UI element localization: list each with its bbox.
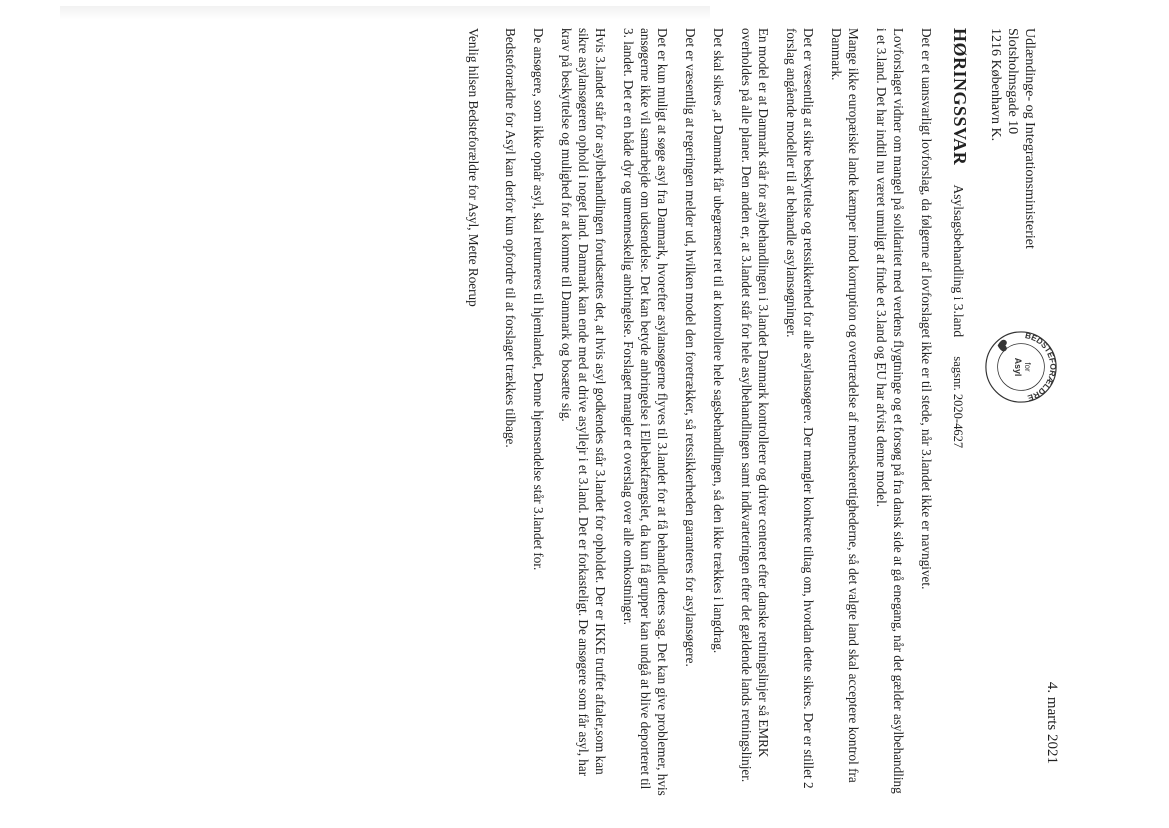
seal-arc-text: BEDSTEFORÆLDRE (1024, 331, 1058, 403)
subject-text: Asylsagsbehandling i 3.land (951, 184, 966, 338)
paragraph: Hvis 3.landet står for asylbehandlingen forudsættes det, at hvis asyl godkendes står 3.landet for opholdet. Der er IKKE truffet aftaler,som kan sikre asylansøgeren ophold i noget land. Danmark kan ende med at drive asyllejr i et 3.land. Det er forkasteligt. De ansøgere som får asyl, har krav på beskyttelse og mulighed for at komme til Danmark og bosætte sig. (559, 28, 608, 777)
seal-center-line1: for (1022, 362, 1032, 372)
heart-icon (998, 340, 1007, 352)
case-reference: sagsnr. 2020-4627 (951, 356, 965, 449)
closing-signature: Venlig hilsen Bedsteforældre for Asyl, Mette Roerup (466, 28, 481, 307)
recipient-address (987, 28, 1038, 249)
organization-seal (982, 328, 1060, 406)
seal-center-line2: Asyl (1013, 357, 1024, 377)
subject-line (949, 28, 968, 448)
rotated-letter-page (60, 0, 1060, 828)
paragraph: Lovforslaget vidner om mangel på solidaritet med verdens flygtninge og et forsøg på fra dansk side at gå enegang, når det gælder asylbehandling i et 3.land. Det har indtil nu været umuligt at finde et 3.land og EU har afvist denne model. (874, 28, 906, 794)
letter-date: 4. marts 2021 (1044, 681, 1060, 764)
recipient-street: Slotsholmsgade 10 (1005, 28, 1020, 135)
recipient-city: 1216 København K. (988, 28, 1003, 142)
paragraph: Det er et uansvarligt lovforslag, da følgerne af lovforslaget ikke er til stede, når 3.landet ikke er navngivet. (919, 28, 934, 590)
paragraph: Mange ikke europæiske lande kæmper imod korruption og overtrædelse af menneskerettighederne, så det valgte land skal acceptere kontrol fra Danmark. (829, 28, 861, 783)
paragraph: Det er væsentlig at sikre beskyttelse og retssikkerhed for alle asylansøgere. Der mangler konkrete tiltag om, hvordan dette sikres. Der er stillet 2 forslag angående modeller til at behandle asylansøgninger. (784, 28, 816, 789)
paragraph: De ansøgere, som ikke opnår asyl, skal returneres til hjemlandet, Denne hjemsendelse står 3.landet for. (531, 28, 546, 571)
paragraph: En model er at Danmark står for asylbehandlingen i 3.landet Danmark kontrollerer og driver centeret efter danske retningslinjer så EMRK overholdes på alle planer. Den anden er, at 3.landet står for hele asylbehandlingen samt indkvarteringen efter det gældende lands retningslinjer. (739, 28, 771, 783)
paragraph: Bedsteforældre for Asyl kan derfor kun opfordre til at forslaget trækkes tilbage. (503, 28, 518, 448)
page-title: HØRINGSSVAR (950, 28, 970, 166)
recipient-name: Udlændinge- og Integrationsministeriet (1022, 28, 1037, 249)
paragraph: Det skal sikres ,at Danmark får ubegrænset ret til at kontrollere hele sagsbehandlingen, så den ikke trækkes i langdrag. (711, 28, 726, 654)
paragraph: Det er kun muligt at søge asyl fra Danmark, hvorefter asylansøgerne flyves til 3.landet for at få behandlet deres sag. Det kan give problemer, hvis ansøgerne ikke vil samarbejde om udsendelse. Det kan betyde anbringelse i Ellebækfængslet, da kun få grupper kan undgå at blive deporteret til 3. landet. Det er en både dyr og umenneskelig anbringelse. Forslaget mangler et overslag over alle omkostninger. (621, 28, 670, 796)
paragraph: Det er væsentlig at regeringen melder ud, hvilken model den foretrækker, så retssikkerheden garanteres for asylansøgere. (683, 28, 698, 667)
letter-body (454, 28, 935, 798)
